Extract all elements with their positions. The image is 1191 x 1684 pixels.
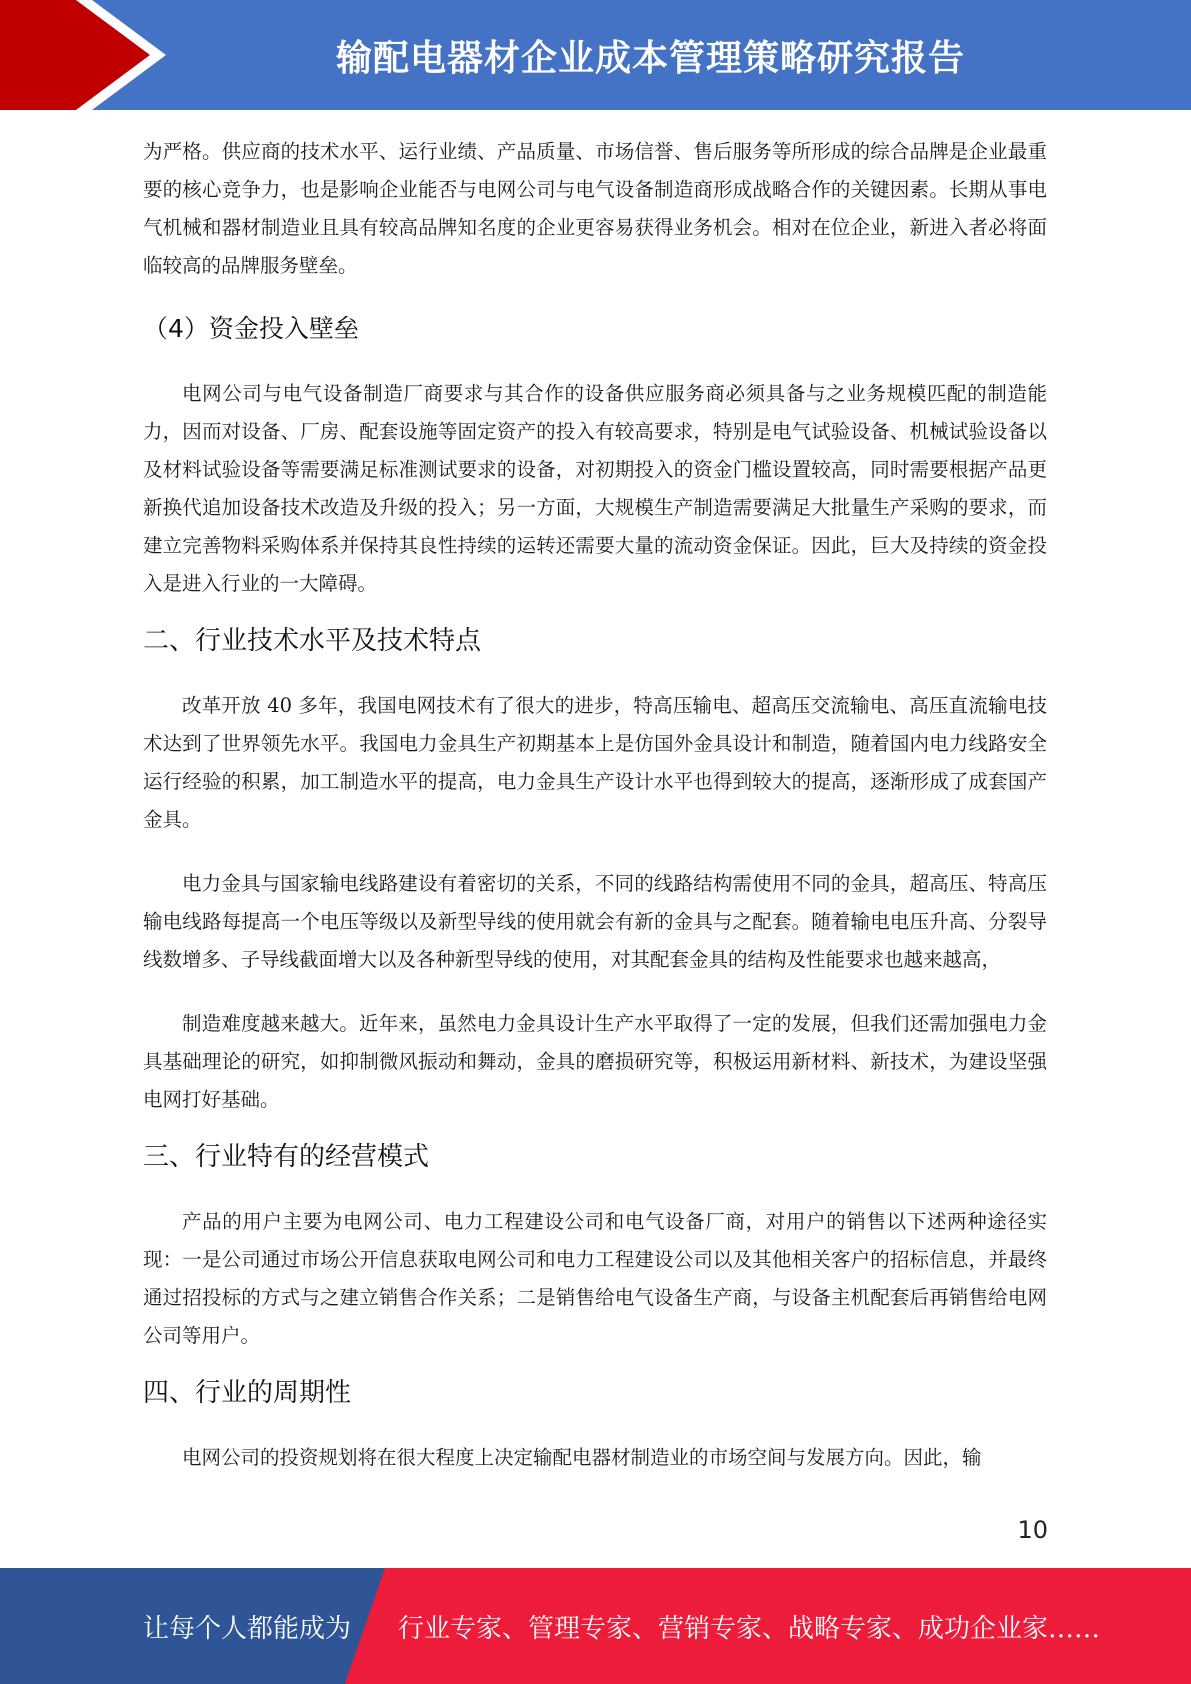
heading-capital-barrier: （4）资金投入壁垒 [143, 314, 359, 343]
paragraph-business-mode: 产品的用户主要为电网公司、电力工程建设公司和电气设备厂商，对用户的销售以下述两种途径实现：一是公司通过市场公开信息获取电网公司和电力工程建设公司以及其他相关客户的招标信息，并最终通过招投标的方式与之建立销售合作关系；二是销售给电气设备生产商，与设备主机配套后再销售给电网公司等用户。 [143, 1210, 1047, 1347]
heading-tech-level: 二、行业技术水平及技术特点 [143, 626, 482, 656]
footer-slogan-right: 行业专家、管理专家、营销专家、战略专家、成功企业家…… [398, 1613, 1101, 1644]
heading-cyclicality: 四、行业的周期性 [143, 1378, 352, 1408]
page-header [0, 0, 1191, 110]
footer-slogan-left: 让每个人都能成为 [143, 1613, 352, 1644]
paragraph-capital-barrier: 电网公司与电气设备制造厂商要求与其合作的设备供应服务商必须具备与之业务规模匹配的制造能力，因而对设备、厂房、配套设施等固定资产的投入有较高要求，特别是电气试验设备、机械试验设备以及材料试验设备等需要满足标准测试要求的设备，对初期投入的资金门槛设置较高，同时需要根据产品更新换代追加设备技术改造及升级的投入；另一方面，大规模生产制造需要满足大批量生产采购的要求，而建立完善物料采购体系并保持其良性持续的运转还需要大量的流动资金保证。因此，巨大及持续的资金投入是进入行业的一大障碍。 [143, 382, 1047, 595]
paragraph-tech-2: 电力金具与国家输电线路建设有着密切的关系，不同的线路结构需使用不同的金具，超高压、特高压输电线路每提高一个电压等级以及新型导线的使用就会有新的金具与之配套。随着输电电压升高、分裂导线数增多、子导线截面增大以及各种新型导线的使用，对其配套金具的结构及性能要求也越来越高， [143, 872, 1047, 971]
report-title: 输配电器材企业成本管理策略研究报告 [335, 37, 965, 79]
document-body [143, 133, 1047, 1477]
page-footer [0, 1568, 1191, 1684]
page-number: 10 [1017, 1516, 1048, 1544]
paragraph-tech-3: 制造难度越来越大。近年来，虽然电力金具设计生产水平取得了一定的发展，但我们还需加强电力金具基础理论的研究，如抑制微风振动和舞动，金具的磨损研究等，积极运用新材料、新技术，为建设坚强电网打好基础。 [143, 1012, 1047, 1111]
paragraph-tech-1: 改革开放 40 多年，我国电网技术有了很大的进步，特高压输电、超高压交流输电、高压直流输电技术达到了世界领先水平。我国电力金具生产初期基本上是仿国外金具设计和制造，随着国内电力线路安全运行经验的积累，加工制造水平的提高，电力金具生产设计水平也得到较大的提高，逐渐形成了成套国产金具。 [143, 694, 1047, 831]
heading-business-mode: 三、行业特有的经营模式 [143, 1142, 430, 1172]
paragraph-brand-barrier: 为严格。供应商的技术水平、运行业绩、产品质量、市场信誉、售后服务等所形成的综合品牌是企业最重要的核心竞争力，也是影响企业能否与电网公司与电气设备制造商形成战略合作的关键因素。长期从事电气机械和器材制造业且具有较高品牌知名度的企业更容易获得业务机会。相对在位企业，新进入者必将面临较高的品牌服务壁垒。 [143, 140, 1047, 277]
paragraph-cyclicality: 电网公司的投资规划将在很大程度上决定输配电器材制造业的市场空间与发展方向。因此，输 [182, 1446, 982, 1469]
